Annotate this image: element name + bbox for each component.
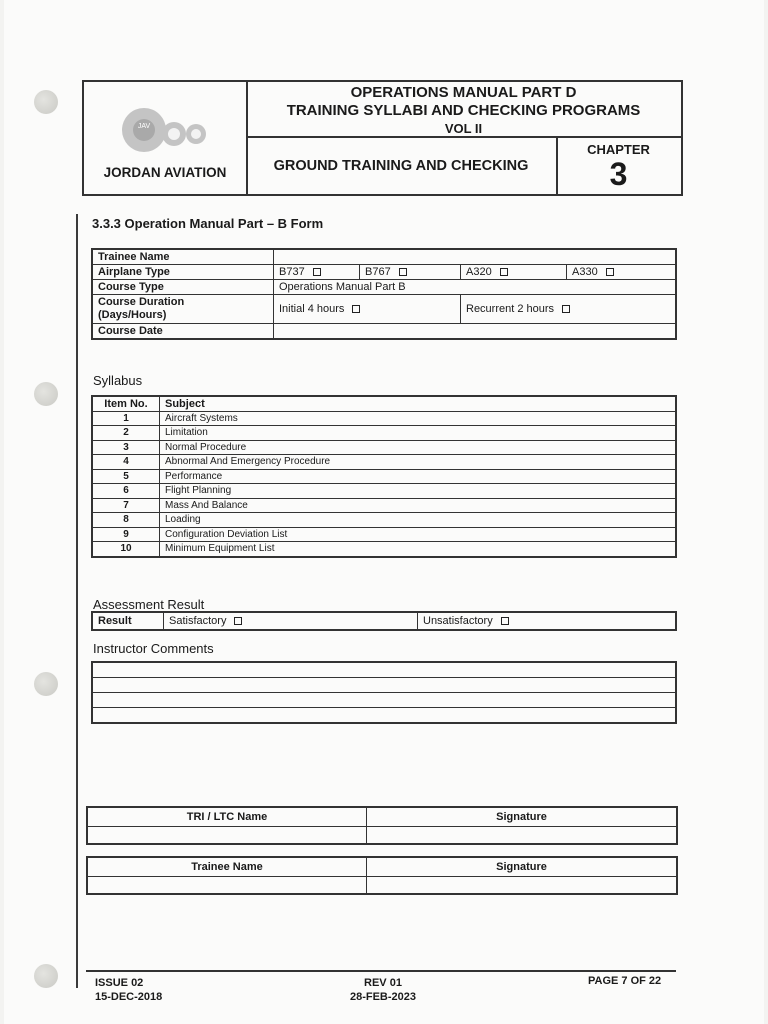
margin-rule	[76, 214, 78, 988]
page-number: PAGE 7 OF 22	[588, 975, 662, 987]
item-number: 6	[93, 484, 160, 499]
course-duration-label: Course Duration (Days/Hours)	[93, 295, 274, 324]
table-row	[93, 613, 676, 630]
item-number: 4	[93, 455, 160, 470]
checkbox-icon[interactable]	[234, 617, 242, 625]
punch-hole	[34, 672, 58, 696]
table-row	[88, 827, 677, 844]
checkbox-icon[interactable]	[313, 268, 321, 276]
trainee-signature-table	[87, 857, 677, 894]
checkbox-icon[interactable]	[501, 617, 509, 625]
item-number: 3	[93, 440, 160, 455]
trainee-info-table	[92, 249, 676, 339]
checkbox-icon[interactable]	[562, 305, 570, 313]
syllabus-heading: Syllabus	[93, 373, 143, 388]
table-header-row	[93, 397, 676, 412]
subject-cell: Abnormal And Emergency Procedure	[160, 455, 676, 470]
comment-line[interactable]	[93, 663, 676, 678]
item-number: 10	[93, 542, 160, 557]
course-date-label: Course Date	[93, 324, 274, 339]
column-header-item-no: Item No.	[93, 397, 160, 412]
result-label: Result	[93, 613, 164, 630]
comment-field[interactable]	[93, 678, 676, 693]
footer-revision	[345, 976, 421, 1004]
unsatisfactory-option[interactable]: Unsatisfactory	[418, 613, 676, 630]
chapter-number: 3	[609, 156, 628, 192]
subject-cell: Mass And Balance	[160, 498, 676, 513]
satisfactory-option[interactable]: Satisfactory	[164, 613, 418, 630]
duration-initial-option[interactable]: Initial 4 hours	[274, 295, 461, 324]
instructor-comments-box	[92, 662, 676, 723]
table-row	[93, 324, 676, 339]
chapter-cell	[556, 138, 681, 194]
table-row	[93, 426, 676, 441]
airplane-option-a320[interactable]: A320	[461, 265, 567, 280]
airplane-option-a330[interactable]: A330	[567, 265, 676, 280]
item-number: 1	[93, 411, 160, 426]
subject-cell: Limitation	[160, 426, 676, 441]
checkbox-icon[interactable]	[352, 305, 360, 313]
table-row	[93, 513, 676, 528]
table-row	[93, 455, 676, 470]
item-number: 8	[93, 513, 160, 528]
company-name: JORDAN AVIATION	[103, 165, 227, 180]
footer-rule	[86, 970, 676, 972]
trainee-name-header: Trainee Name	[88, 858, 367, 877]
document-header	[82, 80, 683, 196]
logo-text: JAV	[137, 123, 151, 130]
table-header-row	[88, 858, 677, 877]
instructor-comments-heading: Instructor Comments	[93, 641, 214, 656]
table-row	[93, 295, 676, 324]
table-row	[93, 527, 676, 542]
signature-header: Signature	[367, 858, 677, 877]
comment-line[interactable]	[93, 693, 676, 708]
item-number: 5	[93, 469, 160, 484]
table-row	[93, 250, 676, 265]
comment-line[interactable]	[93, 678, 676, 693]
item-number: 7	[93, 498, 160, 513]
item-number: 9	[93, 527, 160, 542]
section-subtitle: GROUND TRAINING AND CHECKING	[246, 138, 558, 194]
syllabus-table	[92, 396, 676, 557]
comment-field[interactable]	[93, 708, 676, 723]
table-row	[88, 877, 677, 894]
company-logo-icon	[120, 104, 210, 156]
comment-line[interactable]	[93, 708, 676, 723]
subject-cell: Normal Procedure	[160, 440, 676, 455]
issue-number: ISSUE 02	[95, 977, 144, 989]
subject-cell: Aircraft Systems	[160, 411, 676, 426]
subject-cell: Performance	[160, 469, 676, 484]
chapter-label: CHAPTER	[587, 142, 650, 157]
manual-title	[246, 82, 681, 138]
table-row	[93, 411, 676, 426]
trainee-name-label: Trainee Name	[93, 250, 274, 265]
assessment-table	[92, 612, 676, 630]
course-type-label: Course Type	[93, 280, 274, 295]
punch-hole	[34, 90, 58, 114]
title-line-1: OPERATIONS MANUAL PART D	[350, 84, 577, 101]
subject-cell: Loading	[160, 513, 676, 528]
signature-header: Signature	[367, 808, 677, 827]
title-line-3: VOL II	[444, 121, 483, 136]
checkbox-icon[interactable]	[500, 268, 508, 276]
table-row	[93, 484, 676, 499]
subject-cell: Flight Planning	[160, 484, 676, 499]
item-number: 2	[93, 426, 160, 441]
revision-number: REV 01	[364, 977, 402, 989]
signature-field[interactable]	[367, 827, 677, 844]
tri-ltc-name-header: TRI / LTC Name	[88, 808, 367, 827]
comment-field[interactable]	[93, 663, 676, 678]
table-row	[93, 280, 676, 295]
column-header-subject: Subject	[160, 397, 676, 412]
footer-issue	[95, 976, 162, 1004]
revision-date: 28-FEB-2023	[349, 991, 417, 1003]
checkbox-icon[interactable]	[606, 268, 614, 276]
table-header-row	[88, 808, 677, 827]
punch-hole	[34, 382, 58, 406]
title-line-2: TRAINING SYLLABI AND CHECKING PROGRAMS	[286, 102, 641, 119]
trainee-name-signature-field[interactable]	[88, 877, 367, 894]
instructor-signature-table	[87, 807, 677, 844]
airplane-option-b767[interactable]: B767	[360, 265, 461, 280]
signature-field[interactable]	[367, 877, 677, 894]
punch-hole	[34, 964, 58, 988]
table-row	[93, 440, 676, 455]
table-row	[93, 265, 676, 280]
table-row	[93, 542, 676, 557]
course-type-value: Operations Manual Part B	[274, 280, 676, 295]
trainee-name-field[interactable]	[274, 250, 676, 265]
subject-cell: Configuration Deviation List	[160, 527, 676, 542]
airplane-type-label: Airplane Type	[93, 265, 274, 280]
airplane-option-b737[interactable]: B737	[274, 265, 360, 280]
table-row	[93, 469, 676, 484]
checkbox-icon[interactable]	[399, 268, 407, 276]
tri-ltc-name-field[interactable]	[88, 827, 367, 844]
course-date-field[interactable]	[274, 324, 676, 339]
duration-recurrent-option[interactable]: Recurrent 2 hours	[461, 295, 676, 324]
table-row	[93, 498, 676, 513]
issue-date: 15-DEC-2018	[95, 991, 163, 1003]
comment-field[interactable]	[93, 693, 676, 708]
section-title: 3.3.3 Operation Manual Part – B Form	[92, 216, 324, 231]
assessment-heading: Assessment Result	[93, 597, 205, 612]
logo-cell	[84, 82, 248, 194]
subject-cell: Minimum Equipment List	[160, 542, 676, 557]
